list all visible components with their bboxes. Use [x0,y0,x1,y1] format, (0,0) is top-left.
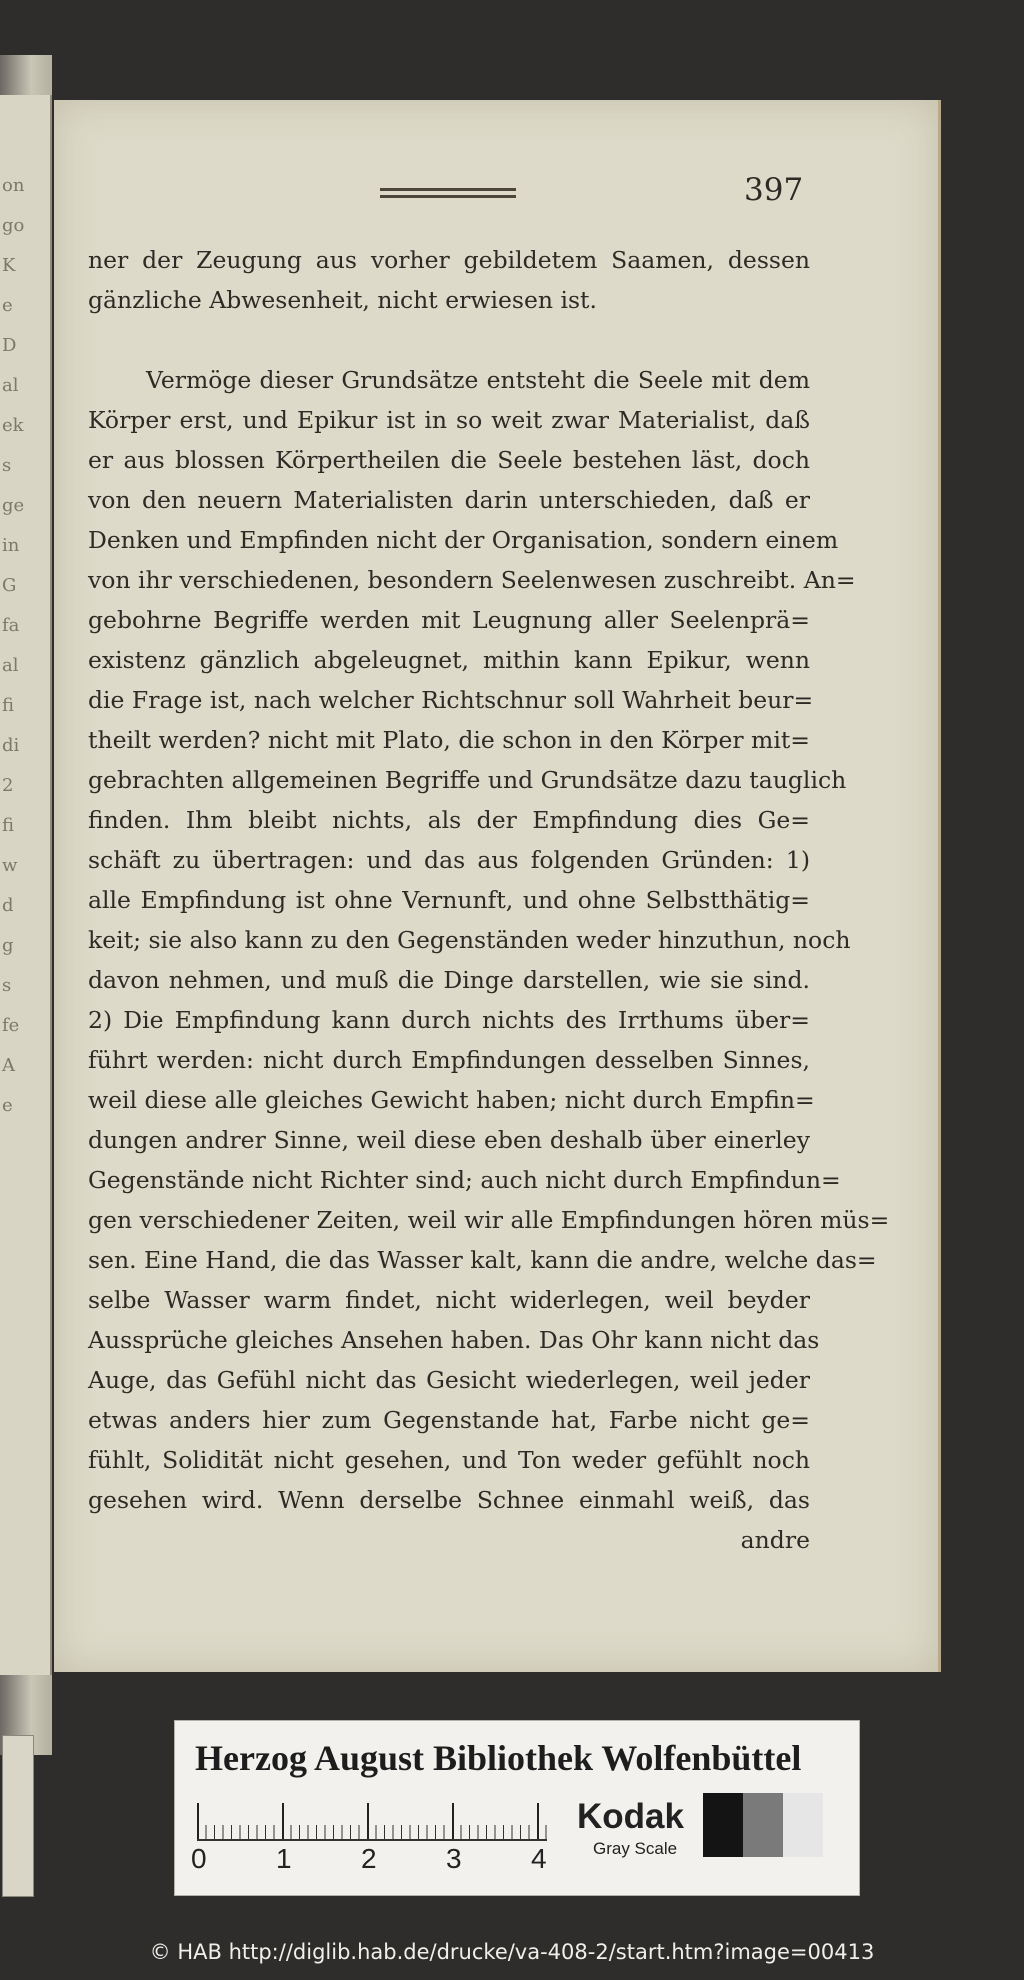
previous-page-letter: 2 [2,775,14,796]
page-text [88,240,890,1560]
text-line: alle Empfindung ist ohne Vernunft, und ohne Selbstthätig= [88,886,810,914]
book-tab [2,1735,34,1897]
text-line: davon nehmen, und muß die Dinge darstellen, wie sie sind. [88,966,810,994]
previous-page-letter: go [2,215,25,236]
text-line: Gegenstände nicht Richter sind; auch nicht durch Empfindun= [88,1166,841,1194]
text-line: gebohrne Begriffe werden mit Leugnung aller Seelenprä= [88,606,810,634]
ruler-number: 2 [361,1843,377,1874]
previous-page-edge [0,95,52,1675]
text-line: die Frage ist, nach welcher Richtschnur soll Wahrheit beur= [88,686,814,714]
calibration-card [174,1720,860,1896]
previous-page-letter: w [2,855,18,876]
text-line: etwas anders hier zum Gegenstande hat, Farbe nicht ge= [88,1406,810,1434]
ruler-number: 3 [446,1843,462,1874]
previous-page-letter: e [2,295,13,316]
text-line: von den neuern Materialisten darin unterschieden, daß er [88,486,810,514]
text-line: Denken und Empfinden nicht der Organisation, sondern einem [88,526,839,554]
ruler-scale [197,1803,547,1841]
text-line: fühlt, Solidität nicht gesehen, und Ton weder gefühlt noch [88,1446,810,1474]
previous-page-letter: al [2,375,19,396]
text-line: selbe Wasser warm findet, nicht widerlegen, weil beyder [88,1286,810,1314]
text-line: gesehen wird. Wenn derselbe Schnee einmahl weiß, das [88,1486,810,1514]
previous-page-letter: on [2,175,25,196]
library-name: Herzog August Bibliothek Wolfenbüttel [195,1738,802,1778]
ruler-major-tick [452,1803,454,1839]
text-line: existenz gänzlich abgeleugnet, mithin kann Epikur, wenn [88,646,810,674]
previous-page-letter: D [2,335,17,356]
text-line: Körper erst, und Epikur ist in so weit zwar Materialist, daß [88,406,810,434]
text-line: sen. Eine Hand, die das Wasser kalt, kann die andre, welche das= [88,1246,877,1274]
previous-page-letter: s [2,975,12,996]
paragraph-gap [88,320,810,360]
previous-page-letter: e [2,1095,13,1116]
catchword: andre [740,1526,810,1554]
previous-page-letter: fi [2,695,15,716]
text-line: ner der Zeugung aus vorher gebildetem Saamen, dessen [88,246,810,274]
previous-page-letter: d [2,895,14,916]
text-line: von ihr verschiedenen, besondern Seelenwesen zuschreibt. An= [88,566,856,594]
text-line: Vermöge dieser Grundsätze entsteht die Seele mit dem [146,366,810,394]
ruler-major-tick [197,1803,199,1839]
text-line: dungen andrer Sinne, weil diese eben deshalb über einerley [88,1126,810,1154]
previous-page-letter: A [2,1055,15,1076]
book-page [54,100,941,1672]
previous-page-letter: al [2,655,19,676]
ruler-major-tick [367,1803,369,1839]
gray-swatch [783,1793,823,1857]
text-line: finden. Ihm bleibt nichts, als der Empfindung dies Ge= [88,806,810,834]
ruler-number: 1 [276,1843,292,1874]
previous-page-letter: di [2,735,20,756]
previous-page-letter: fe [2,1015,20,1036]
text-line: schäft zu übertragen: und das aus folgenden Gründen: 1) [88,846,810,874]
header-rule [380,188,516,198]
text-line: Aussprüche gleiches Ansehen haben. Das Ohr kann nicht das [88,1326,820,1354]
previous-page-letter: fa [2,615,20,636]
previous-page-letter: G [2,575,17,596]
footer-caption: © HAB http://diglib.hab.de/drucke/va-408-2/start.htm?image=00413 [149,1940,875,1964]
previous-page-letter: g [2,935,14,956]
gray-scale-label: Gray Scale [593,1839,678,1858]
text-line: 2) Die Empfindung kann durch nichts des Irrthums über= [88,1006,810,1034]
text-line: er aus blossen Körpertheilen die Seele bestehen läst, doch [88,446,810,474]
text-line: theilt werden? nicht mit Plato, die schon in den Körper mit= [88,726,810,754]
gray-swatch [703,1793,743,1857]
ruler-major-tick [537,1803,539,1839]
page-number: 397 [744,172,804,208]
text-line: Auge, das Gefühl nicht das Gesicht wiederlegen, weil jeder [88,1366,810,1394]
previous-page-letter: ek [2,415,24,436]
text-line: gen verschiedener Zeiten, weil wir alle Empfindungen hören müs= [88,1206,890,1234]
text-line: führt werden: nicht durch Empfindungen desselben Sinnes, [88,1046,810,1074]
text-line: weil diese alle gleiches Gewicht haben; nicht durch Empfin= [88,1086,815,1114]
text-line: gebrachten allgemeinen Begriffe und Grundsätze dazu tauglich [88,766,847,794]
text-line: gänzliche Abwesenheit, nicht erwiesen ist. [88,286,597,314]
previous-page-letter: ge [2,495,25,516]
previous-page-letter: s [2,455,12,476]
kodak-logo: Kodak [577,1797,684,1836]
previous-page-letter: K [2,255,16,276]
ruler-major-tick [282,1803,284,1839]
ruler-number: 4 [531,1843,547,1874]
previous-page-letter: in [2,535,20,556]
text-line: keit; sie also kann zu den Gegenständen weder hinzuthun, noch [88,926,851,954]
ruler-number: 0 [191,1843,207,1874]
gray-swatch [743,1793,783,1857]
previous-page-letter: fi [2,815,15,836]
